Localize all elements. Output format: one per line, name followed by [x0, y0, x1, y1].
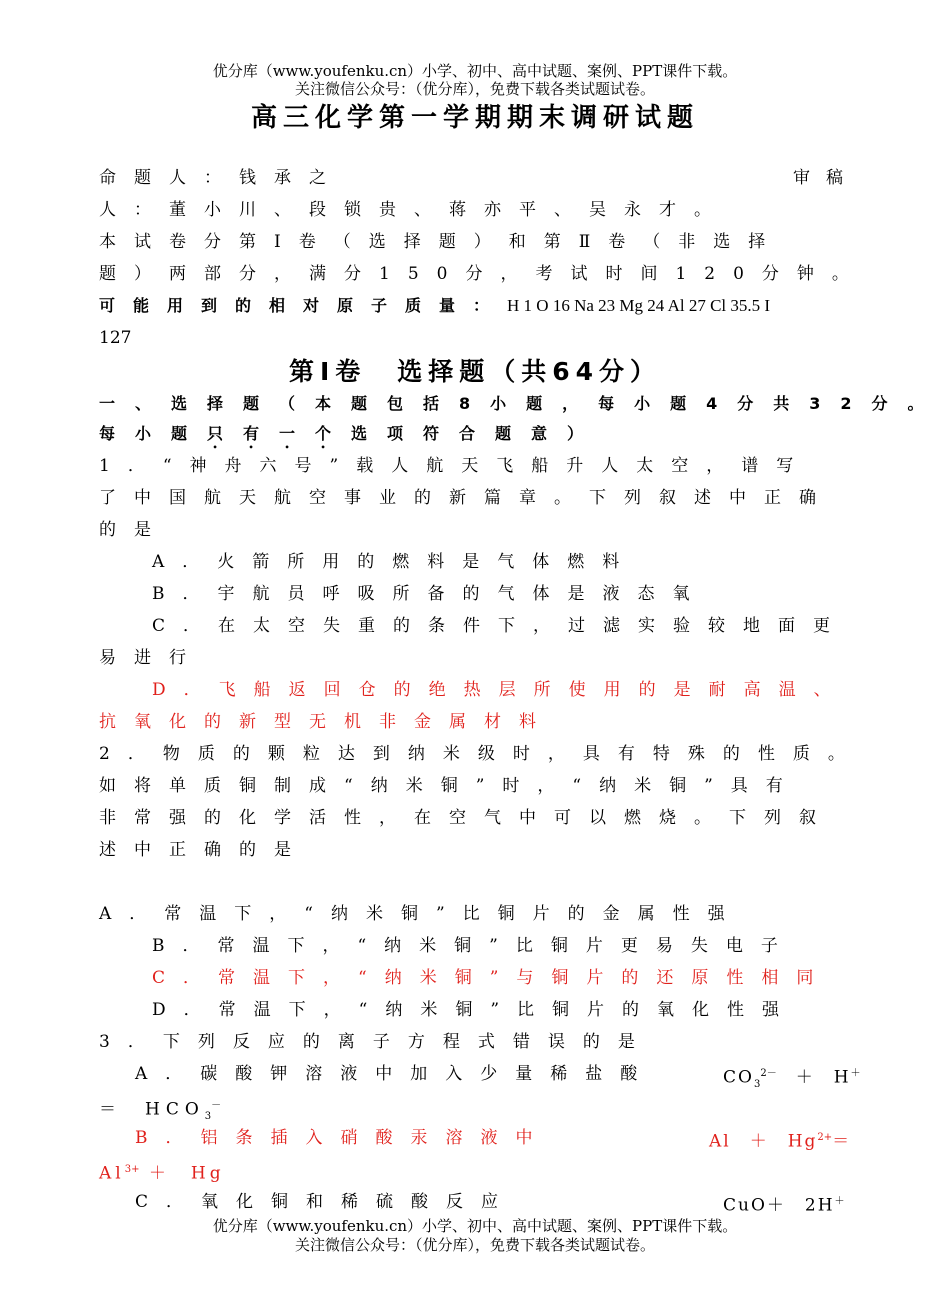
- q2-option-d: D．常温下，“纳米铜”比铜片的氧化性强: [152, 1000, 798, 1020]
- q3-option-b-cont: [99, 1159, 859, 1185]
- formula-sup: ＋: [850, 1068, 861, 1079]
- reviewers: 人：董小川、段锁贵、蒋亦平、吴永才。: [99, 200, 729, 220]
- q1-stem-2: 了中国航天航空事业的新篇章。下列叙述中正确: [99, 488, 834, 508]
- q1-option-c-2: 易进行: [99, 648, 204, 668]
- formula-sup: 2－: [760, 1068, 777, 1079]
- instruction-emphasis: 只有一个: [207, 424, 352, 443]
- q1-option-c-1: C．在太空失重的条件下，过滤实验较地面更: [152, 616, 849, 636]
- formula-cuo: CuO＋ 2H: [723, 1195, 835, 1216]
- q1-option-a: A．火箭所用的燃料是气体燃料: [152, 552, 638, 572]
- q3-option-a-text: A．碳酸钾溶液中加入少量稀盐酸: [135, 1064, 656, 1084]
- formula-sup: －: [211, 1100, 222, 1111]
- atomic-mass-values-cont: 127: [99, 328, 132, 348]
- page-title: 高三化学第一学期期末调研试题: [250, 103, 699, 133]
- footer-line-2: 关注微信公众号：（优分库），免费下载各类试题试卷。: [294, 1236, 655, 1254]
- section-title: 第Ⅰ卷 选择题（共64分）: [288, 357, 662, 386]
- q2-option-b: B．常温下，“纳米铜”比铜片更易失电子: [152, 936, 796, 956]
- formula-sup: ＋: [834, 1196, 845, 1207]
- formula-hg: ＋ Hg: [148, 1163, 225, 1184]
- reviewer-label: 审稿: [793, 168, 859, 188]
- q1-option-d-2: 抗氧化的新型无机非金属材料: [99, 712, 554, 732]
- atomic-mass-values: H 1 O 16 Na 23 Mg 24 Al 27 Cl 35.5 I: [507, 296, 771, 315]
- q1-stem-3: 的是: [99, 520, 169, 540]
- author-row: [99, 167, 859, 189]
- exam-description-2: 题）两部分，满分150分，考试时间120分钟。: [99, 264, 867, 284]
- formula-al: Al: [99, 1163, 125, 1184]
- q3-option-a-formula: [723, 1063, 861, 1096]
- atomic-mass-row: [99, 295, 859, 317]
- formula-equals: ＝: [832, 1131, 852, 1152]
- formula-sup: 3+: [124, 1164, 140, 1175]
- q3-option-b: [135, 1127, 859, 1152]
- q3-option-b-text: B．铝条插入硝酸汞溶液中: [135, 1128, 551, 1148]
- q1-option-d-1: D．飞船返回仓的绝热层所使用的是耐高温、: [152, 680, 849, 700]
- author-label: 命题人：钱承之: [99, 168, 344, 188]
- q3-option-a: [135, 1063, 861, 1091]
- q2-option-a: A．常温下，“纳米铜”比铜片的金属性强: [99, 904, 743, 924]
- formula-al-hg: Al ＋ Hg: [709, 1131, 818, 1152]
- q1-option-b: B．宇航员呼吸所备的气体是液态氧: [152, 584, 708, 604]
- section-instruction-2: [99, 423, 859, 452]
- q2-stem-1: 2．物质的颗粒达到纳米级时，具有特殊的性质。: [99, 744, 863, 764]
- formula-sup: 2+: [817, 1132, 833, 1143]
- q3-option-c-text: C．氧化铜和稀硫酸反应: [135, 1192, 517, 1212]
- q3-option-c: [135, 1191, 859, 1216]
- exam-description-1: 本试卷分第Ⅰ卷（选择题）和第Ⅱ卷（非选择: [99, 232, 784, 252]
- q3-option-b-formula: [709, 1127, 851, 1153]
- formula-co: CO: [723, 1067, 754, 1088]
- atomic-mass-label: 可能用到的相对原子质量：: [99, 296, 508, 315]
- instruction-prefix: 每小题: [99, 424, 208, 443]
- q2-stem-3: 非常强的化学活性，在空气中可以燃烧。下列叙: [99, 808, 834, 828]
- q3-option-c-formula: [723, 1191, 845, 1217]
- formula-sub: 3: [204, 1111, 212, 1123]
- section-instruction-1: 一、选择题（本题包括8小题，每小题4分共32分。: [99, 394, 944, 413]
- footer-line-1: 优分库（www.youfenku.cn）小学、初中、高中试题、案例、PPT课件下载。: [212, 1217, 738, 1235]
- q1-stem-1: 1．“神舟六号”载人航天飞船升人太空，谱写: [99, 456, 812, 476]
- q2-stem-2: 如将单质铜制成“纳米铜”时，“纳米铜”具有: [99, 776, 801, 796]
- q2-stem-4: 述中正确的是: [99, 840, 309, 860]
- header-line-2: 关注微信公众号：（优分库），免费下载各类试题试卷。: [294, 80, 655, 98]
- q2-option-c: C．常温下，“纳米铜”与铜片的还原性相同: [152, 968, 832, 988]
- instruction-suffix: 选项符合题意）: [351, 424, 604, 443]
- q3-stem: 3．下列反应的离子方程式错误的是: [99, 1032, 653, 1052]
- header-line-1: 优分库（www.youfenku.cn）小学、初中、高中试题、案例、PPT课件下载。: [212, 62, 738, 80]
- formula-hco: ＝ HCO: [99, 1099, 205, 1120]
- q3-option-a-cont: [99, 1095, 859, 1128]
- formula-sub: 3: [753, 1079, 761, 1091]
- formula-h: ＋ H: [795, 1067, 851, 1088]
